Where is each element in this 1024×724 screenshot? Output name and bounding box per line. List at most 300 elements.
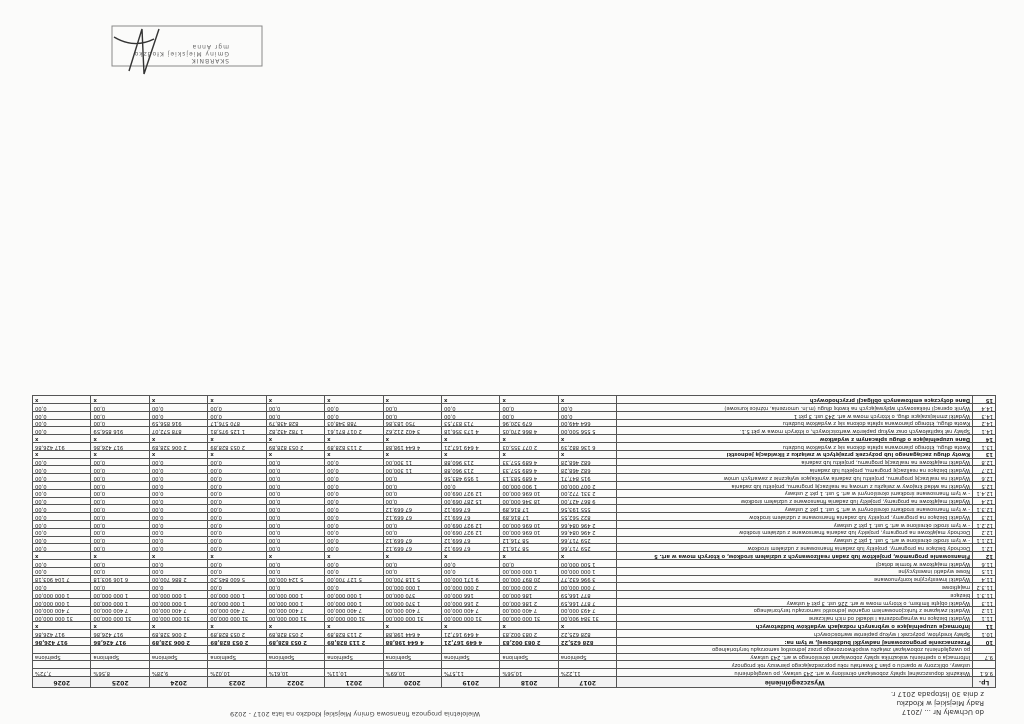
year-value-cell: 10 696 000,00 [500, 521, 558, 529]
year-value-cell: 0,00 [325, 458, 383, 466]
year-value-cell: 1 000 000,00 [33, 599, 92, 607]
col-header-year: 2022 [266, 677, 324, 688]
year-value-cell: 0,00 [325, 513, 383, 521]
row-description: Wydatki majątkowe na programy, projekty lub zadania finansowane z udziałem środków [617, 497, 973, 505]
row-number: 11.3 [973, 599, 996, 607]
year-value-cell: 1 000 000,00 [33, 591, 92, 599]
year-value-cell: 917 426,86 [91, 638, 149, 646]
year-value-cell: 259 717,66 [558, 536, 616, 544]
year-value-cell: 0,00 [266, 521, 324, 529]
year-value-cell: 259 717,66 [558, 544, 616, 552]
year-value-cell [91, 645, 149, 653]
year-value-cell: 0,00 [149, 482, 207, 490]
year-value-cell: x [383, 552, 441, 560]
row-number: 11.6 [973, 560, 996, 568]
year-value-cell: 7 400 000,00 [383, 606, 441, 614]
row-description: Wydatki bieżące na programy, projekty lub zadania finansowane z udziałem środków [617, 513, 973, 521]
row-number: 12.2.1 [973, 521, 996, 529]
year-value-cell: 0,00 [383, 521, 441, 529]
row-number: 14.3 [973, 411, 996, 419]
year-value-cell: 2 113 828,89 [325, 630, 383, 638]
year-value-cell: 0,00 [91, 489, 149, 497]
year-value-cell: x [325, 435, 383, 443]
table-row [33, 419, 996, 427]
year-value-cell: x [325, 552, 383, 560]
row-number: 13 [973, 450, 996, 458]
row-description: Wydatki na realizację programu, projektu lub zadania wynikające wyłącznie z zawartych umów [617, 474, 973, 482]
year-value-cell: 4 644 198,88 [383, 638, 441, 646]
year-value-cell: 67 669,12 [442, 544, 500, 552]
year-value-cell: 10 696 000,00 [500, 528, 558, 536]
year-value-cell: 213 960,88 [442, 466, 500, 474]
year-value-cell: 0,00 [383, 489, 441, 497]
year-value-cell: 915 847,71 [558, 474, 616, 482]
year-value-cell: 67 669,12 [383, 513, 441, 521]
year-value-cell: 9 867 427,00 [558, 497, 616, 505]
year-value-cell [383, 645, 441, 653]
year-value-cell: 0,00 [149, 497, 207, 505]
year-value-cell: 31 000 000,00 [442, 614, 500, 622]
year-value-cell: 0,00 [33, 505, 92, 513]
year-value-cell: 0,00 [325, 466, 383, 474]
year-value-cell: 17 816,89 [500, 505, 558, 513]
year-value-cell: 828 438,79 [266, 419, 324, 427]
year-value-cell: 0,00 [91, 560, 149, 568]
year-value-cell: x [558, 552, 616, 560]
table-row [33, 622, 996, 630]
year-value-cell: 0,00 [500, 404, 558, 412]
year-value-cell: x [558, 435, 616, 443]
year-value-cell: Spełniona [33, 653, 92, 661]
row-description: Wynik operacji niekasowych wpływających na kwotę długu (m.in. umorzenia, różnice kursowe) [617, 404, 973, 412]
year-value-cell: 2 886 700,00 [149, 575, 207, 583]
year-value-cell: 67 669,12 [442, 536, 500, 544]
year-value-cell: x [442, 622, 500, 630]
table-row [33, 614, 996, 622]
row-number: 14.4 [973, 404, 996, 412]
year-value-cell: x [91, 450, 149, 458]
year-value-cell: x [558, 622, 616, 630]
year-value-cell: x [91, 622, 149, 630]
year-value-cell [266, 661, 324, 669]
year-value-cell: 0,00 [266, 583, 324, 591]
year-value-cell: 1 370 000,00 [383, 599, 441, 607]
row-number [973, 645, 996, 653]
row-number: 15 [973, 396, 996, 404]
year-value-cell: 713 837,53 [442, 419, 500, 427]
year-value-cell: 4 689 557,33 [500, 458, 558, 466]
year-value-cell [149, 661, 207, 669]
year-value-cell: 12 927 069,00 [442, 489, 500, 497]
row-description: po uwzględnieniu zobowiązań związku współtworzonego przez jednostkę samorządu terytorialnego [617, 645, 973, 653]
row-description: Wydatki związane z funkcjonowaniem organów jednostki samorządu terytorialnego [617, 606, 973, 614]
year-value-cell: x [266, 622, 324, 630]
year-value-cell: 1 000 000,00 [266, 591, 324, 599]
year-value-cell: 7 000 000,00 [558, 583, 616, 591]
row-description: Wydatki majątkowe na realizację programu, projektu lub zadania [617, 458, 973, 466]
year-value-cell: 0,00 [149, 466, 207, 474]
year-value-cell: 0,00 [266, 497, 324, 505]
year-value-cell: 4 173 356,18 [442, 427, 500, 435]
year-value-cell: x [33, 450, 92, 458]
row-description: Wydatki bieżące na realizację programu, projektu lub zadania [617, 466, 973, 474]
year-value-cell: 10,02% [208, 669, 266, 677]
year-value-cell: Spełniona [266, 653, 324, 661]
year-value-cell: 2 000 000,00 [442, 583, 500, 591]
year-value-cell [442, 645, 500, 653]
year-value-cell: 0,00 [383, 482, 441, 490]
year-value-cell: 0,00 [266, 458, 324, 466]
year-value-cell: x [208, 552, 266, 560]
year-value-cell: 1 500 000,00 [558, 560, 616, 568]
year-value-cell: 20 897 000,00 [500, 575, 558, 583]
year-value-cell: 0,00 [91, 567, 149, 575]
year-value-cell: 0,00 [266, 466, 324, 474]
row-number: 9.7 [973, 653, 996, 661]
year-value-cell: 31 000 000,00 [383, 614, 441, 622]
table-row [33, 521, 996, 529]
year-value-cell: 0,00 [149, 489, 207, 497]
year-value-cell: 917 426,86 [33, 638, 92, 646]
year-value-cell: 0,00 [149, 411, 207, 419]
row-number: 12.3 [973, 513, 996, 521]
year-value-cell: 750 183,86 [383, 419, 441, 427]
year-value-cell: 10,61% [266, 669, 324, 677]
year-value-cell: 370 000,00 [383, 591, 441, 599]
row-description: Informacje uzupełniające o wybranych rodzajach wydatków budżetowych [617, 622, 973, 630]
row-number [973, 661, 996, 669]
stamp-caption: Gminy Miejskiej Kłodzko [133, 50, 229, 57]
year-value-cell: 7,72% [33, 669, 92, 677]
year-value-cell: x [149, 435, 207, 443]
row-description: Wydatki bieżące na wynagrodzenia i składki od nich naliczane [617, 614, 973, 622]
row-number: 11.2 [973, 606, 996, 614]
year-value-cell: 0,00 [266, 482, 324, 490]
year-value-cell: 0,00 [33, 583, 92, 591]
year-value-cell: 2 053 828,89 [266, 630, 324, 638]
year-value-cell [558, 661, 616, 669]
year-value-cell: 0,00 [149, 544, 207, 552]
year-value-cell: 31 000 000,00 [33, 614, 92, 622]
year-value-cell: x [149, 450, 207, 458]
year-value-cell [442, 661, 500, 669]
year-value-cell: 916 856,59 [91, 427, 149, 435]
year-value-cell: 0,00 [442, 482, 500, 490]
col-header-year: 2017 [558, 677, 616, 688]
row-description: Nowe wydatki inwestycyjne [617, 567, 973, 575]
year-value-cell: Spełniona [149, 653, 207, 661]
table-row [33, 489, 996, 497]
row-number: 12.3.1 [973, 505, 996, 513]
row-description: Wydatki objęte limitem, o którym mowa w art. 226 ust. 3 pkt 4 ustawy [617, 599, 973, 607]
year-value-cell: 0,00 [208, 513, 266, 521]
year-value-cell: 7 400 000,00 [442, 606, 500, 614]
year-value-cell: 0,00 [325, 489, 383, 497]
year-value-cell: 0,00 [149, 567, 207, 575]
year-value-cell: 0,00 [149, 521, 207, 529]
year-value-cell: 0,00 [442, 411, 500, 419]
year-value-cell [500, 645, 558, 653]
year-value-cell: 0,00 [33, 474, 92, 482]
year-value-cell: 2 053 828,89 [208, 630, 266, 638]
row-number: 11.3.1 [973, 591, 996, 599]
year-value-cell: 0,00 [266, 528, 324, 536]
row-description: Dane dotyczące emitowanych obligacji przychodowych [617, 396, 973, 404]
year-value-cell: 0,00 [208, 521, 266, 529]
year-value-cell: 0,00 [149, 536, 207, 544]
stamp-title: SKARBNIK [190, 57, 229, 64]
year-value-cell: 0,00 [325, 560, 383, 568]
year-value-cell: x [442, 396, 500, 404]
year-value-cell: 0,00 [33, 482, 92, 490]
header-date: z dnia 30 listopada 2017 r. [890, 690, 984, 698]
year-value-cell: 0,00 [383, 528, 441, 536]
year-value-cell: x [208, 435, 266, 443]
year-value-cell: 7 104 903,18 [33, 575, 92, 583]
table-row [33, 638, 996, 646]
col-header-description: Wyszczególnienie [617, 677, 973, 688]
table-body [33, 396, 996, 677]
year-value-cell: x [325, 450, 383, 458]
year-value-cell: 0,00 [33, 466, 92, 474]
year-value-cell: 0,00 [208, 567, 266, 575]
year-value-cell: x [383, 435, 441, 443]
year-value-cell: 3 402 212,62 [383, 427, 441, 435]
row-number: 11.5 [973, 567, 996, 575]
year-value-cell: 0,00 [149, 474, 207, 482]
year-value-cell: 0,00 [383, 497, 441, 505]
year-value-cell: 0,00 [33, 567, 92, 575]
year-value-cell: x [149, 552, 207, 560]
table-row [33, 513, 996, 521]
row-description: Kwota długu, którego planowana spłata dokona się z wydatków budżetu [617, 443, 973, 451]
year-value-cell: 0,00 [91, 536, 149, 544]
year-value-cell: 0,00 [91, 505, 149, 513]
year-value-cell: Spełniona [558, 653, 616, 661]
table-row [33, 575, 996, 583]
year-value-cell: 0,00 [383, 404, 441, 412]
col-header-year: 2021 [325, 677, 383, 688]
table-row [33, 630, 996, 638]
year-value-cell: 11 300,00 [383, 466, 441, 474]
year-value-cell: 2 083 002,83 [500, 630, 558, 638]
col-header-year: 2023 [208, 677, 266, 688]
year-value-cell: 4 689 583,13 [500, 474, 558, 482]
year-value-cell: 0,00 [33, 489, 92, 497]
table-row [33, 482, 996, 490]
year-value-cell [149, 645, 207, 653]
year-value-cell: Spełniona [500, 653, 558, 661]
year-value-cell: 0,00 [325, 536, 383, 544]
stamp-name: mgr Anna [191, 43, 229, 50]
year-value-cell: x [500, 396, 558, 404]
year-value-cell: 2 166 000,00 [442, 599, 500, 607]
year-value-cell: 0,00 [208, 583, 266, 591]
year-value-cell: 917 426,86 [33, 443, 92, 451]
year-value-cell: 7 400 000,00 [91, 606, 149, 614]
year-value-cell: 2 053 828,89 [208, 638, 266, 646]
year-value-cell: 17 816,89 [500, 513, 558, 521]
year-value-cell: x [91, 435, 149, 443]
row-description: Kwota długu, którego planowana spłata dokona się z wydatków budżetu [617, 419, 973, 427]
year-value-cell: Spełniona [383, 653, 441, 661]
year-value-cell [33, 661, 92, 669]
year-value-cell: 15 287 069,00 [442, 497, 500, 505]
year-value-cell: 828 625,22 [558, 630, 616, 638]
year-value-cell: x [500, 552, 558, 560]
year-value-cell: x [208, 622, 266, 630]
year-value-cell: 0,00 [266, 560, 324, 568]
year-value-cell: 0,00 [208, 411, 266, 419]
year-value-cell: 67 669,12 [383, 505, 441, 513]
year-value-cell: 4 644 198,88 [383, 443, 441, 451]
year-value-cell: x [33, 396, 92, 404]
row-number: 13.1 [973, 443, 996, 451]
handwritten-signature [104, 19, 164, 79]
year-value-cell: 0,00 [33, 411, 92, 419]
row-description: ustawy, obliczony w oparciu o plan 3 kwartału roku poprzedzającego pierwszy rok prognozy [617, 661, 973, 669]
col-header-year: 2020 [383, 677, 441, 688]
year-value-cell: 0,00 [383, 560, 441, 568]
year-value-cell: 4 649 167,21 [442, 443, 500, 451]
year-value-cell: 213 960,88 [442, 458, 500, 466]
year-value-cell: 1 000 000,00 [149, 591, 207, 599]
year-value-cell: 1 000 000,00 [325, 599, 383, 607]
row-number: 11.1 [973, 614, 996, 622]
table-row [33, 404, 996, 412]
year-value-cell: 2 006 328,89 [149, 638, 207, 646]
table-row [33, 450, 996, 458]
table-row [33, 661, 996, 669]
year-value-cell: 1 000 000,00 [325, 591, 383, 599]
year-value-cell: 0,00 [208, 489, 266, 497]
year-value-cell [325, 661, 383, 669]
row-number: 10 [973, 638, 996, 646]
year-value-cell: 11,57% [442, 669, 500, 677]
year-value-cell: 0,00 [33, 536, 92, 544]
year-value-cell: x [91, 552, 149, 560]
row-description: Spłaty rat kapitałowych oraz wykup papierów wartościowych, o których mowa w pkt 5.1. [617, 427, 973, 435]
year-value-cell: 917 426,86 [91, 443, 149, 451]
row-number: 12 [973, 552, 996, 560]
year-value-cell: 6 106 903,18 [91, 575, 149, 583]
year-value-cell: 0,00 [208, 404, 266, 412]
year-value-cell: 7 400 000,00 [149, 606, 207, 614]
year-value-cell: 1 900 000,00 [500, 482, 558, 490]
year-value-cell: 0,00 [91, 482, 149, 490]
row-number: 12.6 [973, 474, 996, 482]
table-row [33, 599, 996, 607]
table-row [33, 458, 996, 466]
table-row [33, 411, 996, 419]
row-description: Dane uzupełniające o długu spłacanym z wydatków [617, 435, 973, 443]
year-value-cell: 0,00 [558, 404, 616, 412]
row-description: Wskaźnik dopuszczalnej spłaty zobowiązań określony w art. 243 ustawy, po uwzględnieniu [617, 669, 973, 677]
row-description: Wydatki na wkład krajowy w związku z umową na realizację programu, projektu lub zadania [617, 482, 973, 490]
row-description: majątkowe [617, 583, 973, 591]
row-number: 12.7 [973, 466, 996, 474]
year-value-cell: 0,00 [442, 560, 500, 568]
table-row [33, 653, 996, 661]
year-value-cell: 0,00 [325, 544, 383, 552]
year-value-cell: 0,00 [500, 411, 558, 419]
row-description: - w tym finansowane środkami określonymi w art. 5 ust. 1 pkt 2 ustawy [617, 505, 973, 513]
table-row [33, 505, 996, 513]
year-value-cell: x [149, 396, 207, 404]
year-value-cell: 0,00 [325, 583, 383, 591]
year-value-cell: 0,00 [33, 427, 92, 435]
year-value-cell: 31 000 000,00 [325, 614, 383, 622]
year-value-cell: 2 000 000,00 [500, 583, 558, 591]
table-row [33, 606, 996, 614]
year-value-cell: 31 000 000,00 [149, 614, 207, 622]
year-value-cell: x [442, 435, 500, 443]
year-value-cell [33, 645, 92, 653]
year-value-cell: 0,00 [208, 505, 266, 513]
year-value-cell: 67 669,12 [442, 513, 500, 521]
year-value-cell: 31 000 000,00 [208, 614, 266, 622]
year-value-cell: 11,22% [558, 669, 616, 677]
year-value-cell: 1 959 483,56 [442, 474, 500, 482]
year-value-cell: 0,00 [325, 528, 383, 536]
year-value-cell: x [33, 435, 92, 443]
year-value-cell: 0,00 [33, 497, 92, 505]
year-value-cell: x [266, 435, 324, 443]
year-value-cell: 7 493 000,00 [558, 606, 616, 614]
table-row [33, 474, 996, 482]
year-value-cell: x [266, 552, 324, 560]
row-description: Wydatki zmniejszające dług, o których mowa w art. 243 ust. 3 pkt 1 [617, 411, 973, 419]
year-value-cell: 0,00 [325, 567, 383, 575]
year-value-cell: 1 000 000,00 [500, 567, 558, 575]
table-row [33, 466, 996, 474]
year-value-cell [208, 661, 266, 669]
row-description: - w tym finansowane środkami określonymi w art. 5 ust. 1 pkt 2 ustawy [617, 489, 973, 497]
year-value-cell: 0,00 [383, 411, 441, 419]
year-value-cell: 822 562,55 [558, 513, 616, 521]
year-value-cell: 1 000 000,00 [208, 599, 266, 607]
row-number: 14 [973, 435, 996, 443]
year-value-cell: 0,00 [208, 560, 266, 568]
year-value-cell: 0,00 [208, 544, 266, 552]
year-value-cell: 788 348,03 [325, 419, 383, 427]
row-number: 14.2 [973, 419, 996, 427]
year-value-cell: 67 669,12 [383, 544, 441, 552]
year-value-cell: 0,00 [325, 411, 383, 419]
year-value-cell: 0,00 [325, 497, 383, 505]
year-value-cell: 0,00 [325, 505, 383, 513]
table-row [33, 396, 996, 404]
table-row [33, 536, 996, 544]
year-value-cell: 10,11% [325, 669, 383, 677]
header-appendix: do Uchwały Nr ... /2017 [901, 708, 984, 716]
year-value-cell: 0,00 [266, 505, 324, 513]
table-row [33, 427, 996, 435]
year-value-cell: 7 400 000,00 [500, 606, 558, 614]
year-value-cell: 2 053 828,89 [266, 443, 324, 451]
year-value-cell: 917 426,86 [91, 630, 149, 638]
year-value-cell: x [208, 450, 266, 458]
year-value-cell: 0,00 [208, 528, 266, 536]
year-value-cell: 0,00 [325, 521, 383, 529]
year-value-cell [208, 645, 266, 653]
row-number: 11 [973, 622, 996, 630]
row-description: Finansowanie programów, projektów lub zadań realizowanych z udziałem środków, o których mowa w art. 5 [617, 552, 973, 560]
year-value-cell: 31 000 000,00 [266, 614, 324, 622]
year-value-cell: 7 877 166,59 [558, 599, 616, 607]
year-value-cell: 0,00 [266, 513, 324, 521]
year-value-cell [325, 645, 383, 653]
